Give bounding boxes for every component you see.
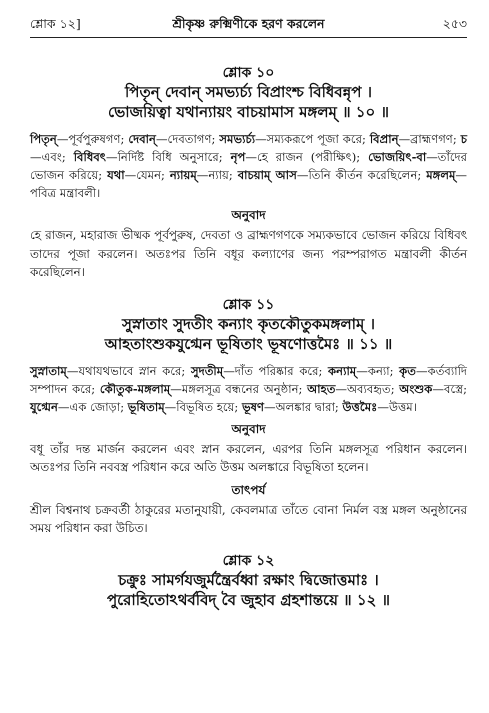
synonym-meaning: —উত্তম।: [377, 399, 417, 414]
sanskrit-verse-line: ভোজয়িত্বা যথান্যায়ং বাচয়ামাস মঙ্গলম্ ॥ ১০ ॥: [108, 103, 389, 121]
header-rule: [30, 37, 467, 38]
running-header: [30, 16, 467, 36]
sanskrit-verse-line: পুরোহিতোঽথর্ববিদ্ বৈ জুহাব গ্রহশান্তয়ে ॥ ১২ ॥: [106, 590, 391, 609]
synonym-term: কৌতুক-মঙ্গলাম্: [99, 381, 171, 396]
synonym-term: যুগ্মেন: [30, 399, 58, 414]
synonym-meaning: —পূর্বপুরুষগণ;: [56, 132, 129, 146]
synonym-term: বাচয়াম্ আস: [237, 168, 297, 182]
synonym-term: ভূষণ: [241, 399, 264, 414]
synonym-term: ভোজয়িৎ-বা: [368, 150, 427, 164]
synonym-term: নৃপ: [230, 150, 246, 164]
synonym-term: উত্তমৈঃ: [342, 399, 378, 414]
synonym-term: যথা: [107, 168, 125, 182]
sanskrit-verse-line: পিতৃন্ দেবান্ সমভ্যর্চ্য বিপ্রাংশ্চ বিধিবন্নৃপ ।: [125, 83, 372, 101]
synonym-term: কন্যাম্: [328, 363, 357, 378]
verse-label: শ্লোক ১০: [222, 65, 275, 81]
synonym-term: বিপ্রান্: [369, 132, 399, 146]
synonym-meaning: —সম্যকরূপে পূজা করে;: [255, 132, 370, 146]
synonym-meaning: —নির্দিষ্ট বিধি অনুসারে;: [105, 150, 231, 164]
synonym-term: মঙ্গলম্: [426, 168, 456, 182]
synonym-term: সুদতীম্: [190, 363, 224, 378]
block-paragraph: শ্রীল বিশ্বনাথ চক্রবর্তী ঠাকুরের মতানুযায়ী, কেবলমাত্র তাঁতে বোনা নির্মল বস্ত্র মঙ্গল অনুষ্ঠানের সময় পরিধান করা উচিত।: [30, 502, 467, 535]
synonym-term: ভূষিতাম্: [127, 399, 165, 414]
synonym-term: বিধিবৎ: [73, 150, 106, 164]
verse-reference: শ্লোক ১২]: [30, 16, 81, 31]
verse-section: [30, 64, 467, 282]
sanskrit-verse-line: সুস্নাতাং সুদতীং কন্যাং কৃতকৌতুকমঙ্গলাম্ ।: [122, 314, 375, 333]
synonym-meaning: —তাঁদের ভোজন করিয়ে;: [30, 150, 467, 182]
page-content: [30, 64, 467, 610]
synonym-term: অংশুক: [399, 381, 433, 396]
word-meanings: [30, 130, 467, 202]
page-number: ২৫৩: [442, 16, 467, 31]
synonym-meaning: —কর্তব্যাদি সম্পাদন করে;: [30, 363, 467, 396]
synonym-meaning: —মঙ্গলসূত্র বন্ধনের অনুষ্ঠান;: [170, 381, 308, 396]
synonym-term: সুস্নাতাম্: [30, 363, 67, 378]
synonym-term: সমভ্যর্চ্য: [219, 132, 256, 146]
block-heading: তাৎপর্য: [231, 482, 266, 497]
word-meanings: [30, 362, 467, 416]
synonym-meaning: —ন্যায়;: [196, 168, 238, 182]
synonym-meaning: —বিভূষিত হয়ে;: [164, 399, 242, 414]
synonym-meaning: —যেমন;: [124, 168, 170, 182]
synonym-meaning: —এক জোড়া;: [57, 399, 128, 414]
synonym-term: চ: [460, 132, 467, 146]
synonym-meaning: —দেবতাগণ;: [155, 132, 220, 146]
synonym-meaning: —তিনি কীর্তন করেছিলেন;: [296, 168, 427, 182]
synonym-meaning: —হে রাজন (পরীক্ষিৎ);: [245, 150, 369, 164]
verse-label: শ্লোক ১২: [222, 552, 275, 569]
synonym-meaning: —দাঁত পরিষ্কার করে;: [223, 363, 329, 378]
synonym-meaning: —ব্রাহ্মণগণ;: [398, 132, 461, 146]
verse-section: [30, 296, 467, 538]
synonym-term: কৃত: [399, 363, 416, 378]
synonym-term: আহত: [307, 381, 336, 396]
verse-label: শ্লোক ১১: [222, 296, 275, 313]
chapter-title: শ্রীকৃষ্ণ রুক্মিণীকে হরণ করলেন: [172, 16, 325, 31]
sanskrit-verse-line: চক্রুঃ সামর্গযজুর্মন্ত্রৈর্বধ্বা রক্ষাং দ্বিজোত্তমাঃ ।: [118, 570, 379, 589]
synonym-meaning: —কন্যা;: [356, 363, 400, 378]
synonym-meaning: —এবং;: [30, 150, 74, 164]
synonym-term: পিতৃন্: [30, 132, 57, 146]
block-paragraph: হে রাজন, মহারাজ ভীষ্মক পূর্বপুরুষ, দেবতা ও ব্রাহ্মণগণকে সম্যকভাবে ভোজন করিয়ে বিধিবৎ তাদের পূজা করলেন। অতঃপর তিনি বধূর কল্যাণের জন্য পরম্পরাগত মন্ত্রাবলী কীর্তন করেছিলেন।: [30, 228, 467, 279]
sanskrit-verse-line: আহতাংশুকযুগ্মেন ভূষিতাং ভূষণোত্তমৈঃ ॥ ১১ ॥: [104, 334, 393, 353]
block-paragraph: বধূ তাঁর দন্ত মার্জন করলেন এবং স্নান করলেন, এরপর তিনি মঙ্গলসূত্র পরিধান করলেন। অতঃপর তিনি নববস্ত্র পরিধান করে অতি উত্তম অলঙ্কারে বিভূষিতা হলেন।: [30, 441, 467, 474]
synonym-meaning: —অব্যবহৃত;: [335, 381, 400, 396]
synonym-term: ন্যায়ম্: [169, 168, 197, 182]
synonym-meaning: —অলঙ্কার দ্বারা;: [263, 399, 343, 414]
block-heading: অনুবাদ: [231, 208, 266, 222]
synonym-term: দেবান্: [128, 132, 156, 146]
block-heading: অনুবাদ: [231, 421, 266, 436]
verse-section: [30, 552, 467, 610]
synonym-meaning: —বস্ত্রে;: [432, 381, 467, 396]
synonym-meaning: —যথাযথভাবে স্নান করে;: [66, 363, 191, 378]
synonym-meaning: —পবিত্র মন্ত্রাবলী।: [30, 168, 468, 200]
